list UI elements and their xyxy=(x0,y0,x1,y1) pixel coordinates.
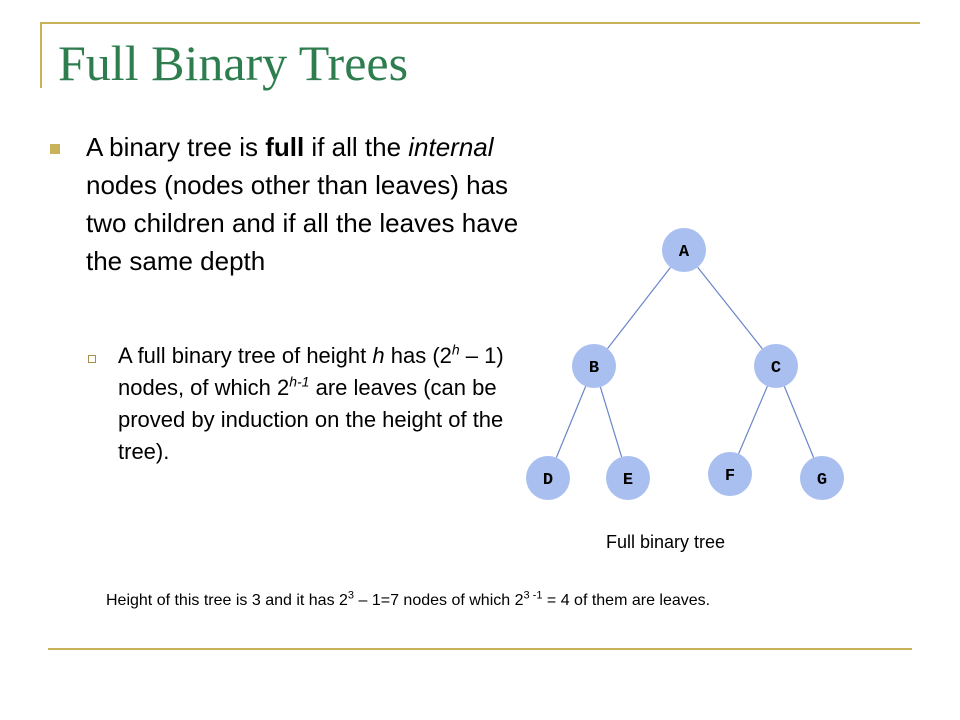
square-bullet-icon xyxy=(50,144,60,154)
tree-node-label: D xyxy=(542,471,554,490)
bottom-rule xyxy=(48,648,912,650)
footer-note: Height of this tree is 3 and it has $2^3 - 1=7$ nodes of which $2^{3 -1} = 4$ of them are leaves. xyxy=(106,589,711,609)
tree-node-label: G xyxy=(816,471,828,490)
tree-node-label: B xyxy=(588,359,600,378)
tree-node-b xyxy=(572,344,616,388)
italic-term: internal xyxy=(408,132,494,162)
tree-edge-b-e xyxy=(600,387,621,457)
bold-term: full xyxy=(265,132,305,162)
tree-node-g xyxy=(800,456,844,500)
tree-node-label: E xyxy=(622,471,634,490)
tree-edge-b-d xyxy=(556,386,585,457)
tree-edge-a-b xyxy=(607,267,670,348)
left-rule xyxy=(40,22,42,88)
tree-node-a xyxy=(662,228,706,272)
hollow-square-bullet-icon xyxy=(88,355,96,363)
sub-bullet-text: A full binary tree of height h has (2$^h$ – 1) nodes, of which 2$^{h-1}$ are leaves (can be proved by induction on the height of the tree). xyxy=(118,341,504,464)
binary-tree-diagram xyxy=(500,210,870,510)
tree-caption: Full binary tree xyxy=(606,532,726,552)
tree-node-label: F xyxy=(724,467,736,486)
tree-edge-c-g xyxy=(784,386,813,457)
top-rule xyxy=(40,22,920,24)
slide-title: Full Binary Trees xyxy=(58,35,409,91)
tree-node-f xyxy=(708,452,752,496)
main-bullet-text: A binary tree is full if all the internal nodes (nodes other than leaves) has two children and if all the leaves have the same depth xyxy=(86,132,519,276)
tree-node-e xyxy=(606,456,650,500)
tree-node-c xyxy=(754,344,798,388)
tree-edge-c-f xyxy=(739,386,768,454)
tree-node-label: C xyxy=(770,359,782,378)
tree-edge-a-c xyxy=(698,267,763,349)
tree-node-d xyxy=(526,456,570,500)
tree-node-label: A xyxy=(678,243,690,262)
